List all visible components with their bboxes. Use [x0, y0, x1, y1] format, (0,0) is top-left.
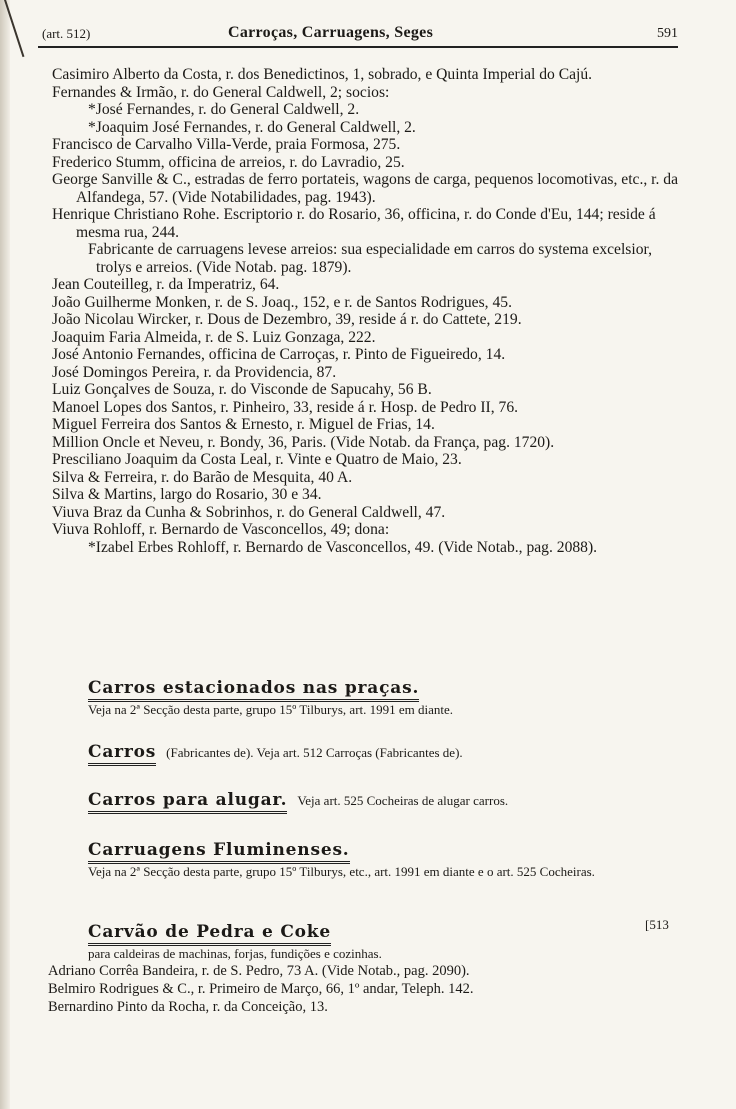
entry-list [52, 66, 688, 556]
list-item: Jean Couteilleg, r. da Imperatriz, 64. [52, 276, 280, 293]
list-item: Silva & Ferreira, r. do Barão de Mesquita, 40 A. [52, 468, 353, 486]
section-note: Veja na 2ª Secção desta parte, grupo 15º Tilburys, etc., art. 1991 em diante e o art. 525 Cocheiras. [88, 864, 595, 879]
list-item: *Izabel Erbes Rohloff, r. Bernardo de Vasconcellos, 49. (Vide Notab., pag. 2088). [88, 538, 598, 556]
list-item: Francisco de Carvalho Villa-Verde, praia Formosa, 275. [52, 136, 401, 153]
section-carros-para-alugar [88, 790, 688, 814]
section-note: para caldeiras de machinas, forjas, fundições e cozinhas. [88, 946, 382, 961]
list-item: Fabricante de carruagens levese arreios: sua especialidade em carros do systema excelsior, trolys e arreios. (Vide Notab. pag. 1879). [88, 241, 652, 276]
list-item: Belmiro Rodrigues & C., r. Primeiro de Março, 66, 1º andar, Teleph. 142. [48, 981, 474, 997]
list-item: Miguel Ferreira dos Santos & Ernesto, r. Miguel de Frias, 14. [52, 416, 435, 433]
list-item: José Antonio Fernandes, officina de Carroças, r. Pinto de Figueiredo, 14. [52, 346, 506, 363]
header-rule [38, 46, 678, 48]
article-marker: [513 [645, 917, 669, 932]
list-item: Silva & Martins, largo do Rosario, 30 e 34. [52, 486, 322, 503]
list-item: José Domingos Pereira, r. da Providencia, 87. [52, 363, 337, 381]
page-number: 591 [657, 26, 678, 41]
section-carros [88, 742, 688, 766]
section-carros-estacionados [88, 678, 688, 718]
list-item: *José Fernandes, r. do General Caldwell, 2. [88, 101, 360, 118]
section-title: Carros [88, 742, 156, 766]
list-item: João Guilherme Monken, r. de S. Joaq., 152, e r. de Santos Rodrigues, 45. [52, 293, 512, 311]
page-header [38, 22, 678, 44]
section-title: Carvão de Pedra e Coke [88, 922, 331, 946]
list-item: Million Oncle et Neveu, r. Bondy, 36, Paris. (Vide Notab. da França, pag. 1720). [52, 433, 555, 451]
list-item: Bernardino Pinto da Rocha, r. da Conceição, 13. [48, 999, 328, 1015]
section-inline-note: Veja art. 525 Cocheiras de alugar carros. [297, 793, 509, 808]
list-item: Adriano Corrêa Bandeira, r. de S. Pedro, 73 A. (Vide Notab., pag. 2090). [48, 963, 470, 979]
list-item: Frederico Stumm, officina de arreios, r. do Lavradio, 25. [52, 153, 405, 171]
list-item: Fernandes & Irmão, r. do General Caldwell, 2; socios: [52, 83, 390, 101]
section-carruagens-fluminenses [88, 840, 688, 880]
section-title: Carruagens Fluminenses. [88, 840, 350, 864]
section-title: Carros para alugar. [88, 790, 287, 814]
section-carvao-de-pedra [88, 922, 688, 962]
list-item: Viuva Braz da Cunha & Sobrinhos, r. do General Caldwell, 47. [52, 503, 446, 521]
list-item: *Joaquim José Fernandes, r. do General Caldwell, 2. [88, 118, 416, 136]
section-note: Veja na 2ª Secção desta parte, grupo 15º Tilburys, art. 1991 em diante. [88, 702, 454, 717]
list-item: Joaquim Faria Almeida, r. de S. Luiz Gonzaga, 222. [52, 328, 376, 346]
list-item: George Sanville & C., estradas de ferro portateis, wagons de carga, pequenos locomotivas, etc., r. da Alfandega, 57. (Vide Notabilidades, pag. 1943). [52, 171, 679, 206]
list-item: Luiz Gonçalves de Souza, r. do Visconde de Sapucahy, 56 B. [52, 381, 432, 398]
section-inline-note: (Fabricantes de). Veja art. 512 Carroças (Fabricantes de). [166, 745, 463, 760]
article-reference: (art. 512) [42, 26, 91, 41]
coke-entry-list [48, 962, 688, 1016]
binding-edge [0, 0, 10, 1109]
list-item: Viuva Rohloff, r. Bernardo de Vasconcellos, 49; dona: [52, 521, 390, 538]
list-item: Casimiro Alberto da Costa, r. dos Benedictinos, 1, sobrado, e Quinta Imperial do Cajú. [52, 66, 593, 83]
list-item: Presciliano Joaquim da Costa Leal, r. Vinte e Quatro de Maio, 23. [52, 451, 462, 468]
list-item: João Nicolau Wircker, r. Dous de Dezembro, 39, reside á r. do Cattete, 219. [52, 311, 522, 328]
list-item: Manoel Lopes dos Santos, r. Pinheiro, 33, reside á r. Hosp. de Pedro II, 76. [52, 398, 519, 416]
running-title: Carroças, Carruagens, Seges [228, 24, 434, 41]
list-item: Henrique Christiano Rohe. Escriptorio r. do Rosario, 36, officina, r. do Conde d'Eu, 144; reside á mesma rua, 244. [52, 206, 656, 241]
section-title: Carros estacionados nas praças. [88, 678, 419, 702]
